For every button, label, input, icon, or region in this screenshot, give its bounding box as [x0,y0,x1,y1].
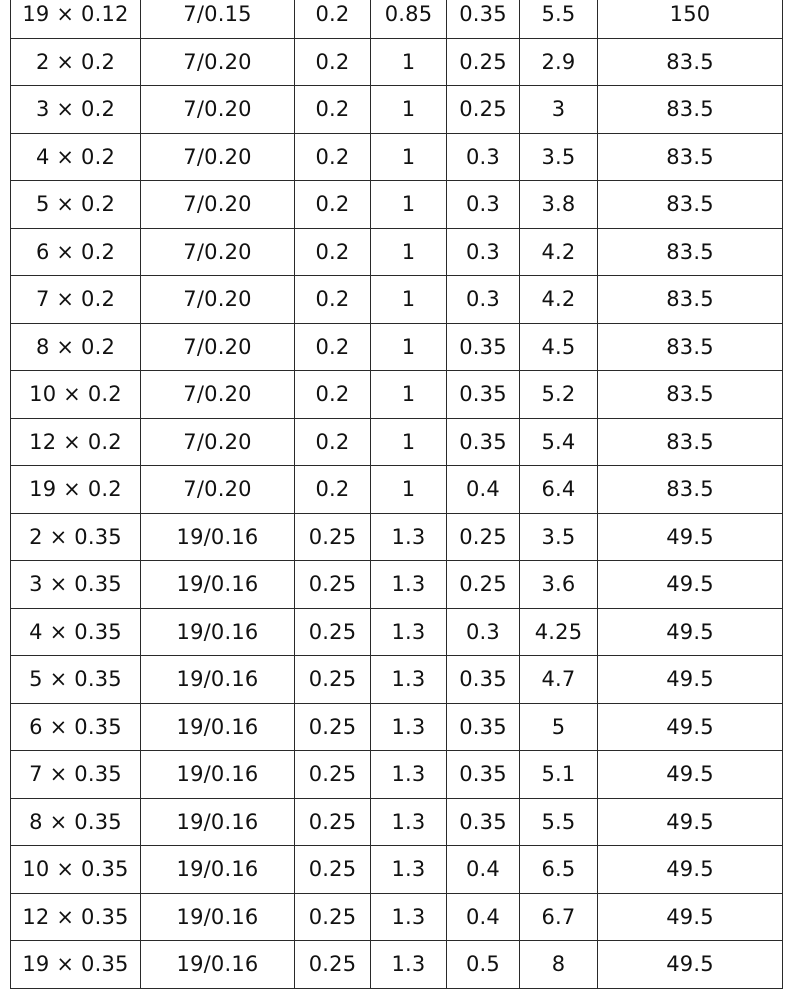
cell-overall-diameter: 4.25 [520,608,598,656]
cell-overall-diameter: 3 [520,86,598,134]
cell-conductor-strand: 7/0.20 [141,276,295,324]
cell-cores-size: 2 × 0.35 [11,513,141,561]
cell-insulated-diameter: 1.3 [371,846,447,894]
cell-sheath-thickness: 0.3 [447,276,520,324]
cable-spec-table [10,0,783,989]
cell-insulated-diameter: 1.3 [371,656,447,704]
cell-conductor-resistance: 49.5 [598,893,783,941]
cell-insulation-thickness: 0.2 [295,133,371,181]
cell-conductor-strand: 19/0.16 [141,656,295,704]
table-row [11,513,783,561]
cell-conductor-strand: 19/0.16 [141,703,295,751]
cell-cores-size: 5 × 0.35 [11,656,141,704]
cell-overall-diameter: 2.9 [520,38,598,86]
cell-conductor-resistance: 83.5 [598,371,783,419]
cell-insulation-thickness: 0.25 [295,751,371,799]
cell-insulated-diameter: 1 [371,228,447,276]
cell-cores-size: 12 × 0.2 [11,418,141,466]
cell-cores-size: 3 × 0.2 [11,86,141,134]
cell-conductor-strand: 19/0.16 [141,751,295,799]
cell-insulation-thickness: 0.25 [295,656,371,704]
cell-insulated-diameter: 1 [371,86,447,134]
cell-overall-diameter: 8 [520,941,598,989]
cell-insulated-diameter: 1.3 [371,513,447,561]
cell-conductor-strand: 7/0.15 [141,0,295,38]
table-row [11,941,783,989]
cell-sheath-thickness: 0.35 [447,751,520,799]
cell-sheath-thickness: 0.35 [447,0,520,38]
table-row [11,608,783,656]
cell-conductor-resistance: 83.5 [598,276,783,324]
cell-cores-size: 4 × 0.2 [11,133,141,181]
cell-overall-diameter: 4.2 [520,228,598,276]
cell-insulation-thickness: 0.2 [295,466,371,514]
cell-conductor-strand: 7/0.20 [141,466,295,514]
cell-insulation-thickness: 0.25 [295,703,371,751]
cell-sheath-thickness: 0.25 [447,513,520,561]
cell-insulated-diameter: 1 [371,133,447,181]
cell-conductor-strand: 19/0.16 [141,941,295,989]
table-row [11,86,783,134]
cell-overall-diameter: 3.5 [520,513,598,561]
cell-insulation-thickness: 0.25 [295,798,371,846]
cell-overall-diameter: 4.5 [520,323,598,371]
cell-insulated-diameter: 1 [371,371,447,419]
cell-insulated-diameter: 1 [371,418,447,466]
cell-insulated-diameter: 1.3 [371,798,447,846]
cell-insulation-thickness: 0.2 [295,86,371,134]
cell-conductor-resistance: 83.5 [598,38,783,86]
cell-cores-size: 6 × 0.35 [11,703,141,751]
cell-conductor-resistance: 83.5 [598,418,783,466]
cell-sheath-thickness: 0.4 [447,893,520,941]
cell-conductor-resistance: 49.5 [598,751,783,799]
table-row [11,228,783,276]
cell-cores-size: 19 × 0.35 [11,941,141,989]
table-row [11,133,783,181]
cell-overall-diameter: 4.2 [520,276,598,324]
cell-insulation-thickness: 0.2 [295,276,371,324]
cell-insulated-diameter: 1 [371,323,447,371]
cell-conductor-strand: 7/0.20 [141,418,295,466]
cell-conductor-resistance: 49.5 [598,941,783,989]
cell-sheath-thickness: 0.35 [447,371,520,419]
cell-conductor-strand: 19/0.16 [141,513,295,561]
table-row [11,181,783,229]
cell-conductor-resistance: 49.5 [598,513,783,561]
cell-overall-diameter: 5.4 [520,418,598,466]
cell-cores-size: 8 × 0.2 [11,323,141,371]
cell-conductor-resistance: 150 [598,0,783,38]
cell-sheath-thickness: 0.35 [447,656,520,704]
cell-conductor-resistance: 83.5 [598,323,783,371]
cell-cores-size: 5 × 0.2 [11,181,141,229]
cell-sheath-thickness: 0.4 [447,846,520,894]
cell-cores-size: 8 × 0.35 [11,798,141,846]
cell-insulated-diameter: 1.3 [371,561,447,609]
table-row [11,893,783,941]
cell-conductor-strand: 7/0.20 [141,86,295,134]
cell-insulation-thickness: 0.2 [295,38,371,86]
table-row [11,276,783,324]
table-row [11,323,783,371]
cell-cores-size: 10 × 0.2 [11,371,141,419]
cell-insulated-diameter: 1.3 [371,751,447,799]
cell-overall-diameter: 4.7 [520,656,598,704]
cell-cores-size: 10 × 0.35 [11,846,141,894]
table-row [11,38,783,86]
cell-insulated-diameter: 1.3 [371,893,447,941]
cell-sheath-thickness: 0.4 [447,466,520,514]
cell-insulated-diameter: 0.85 [371,0,447,38]
table-row [11,0,783,38]
cell-insulation-thickness: 0.25 [295,513,371,561]
cell-conductor-strand: 19/0.16 [141,846,295,894]
cell-insulation-thickness: 0.25 [295,846,371,894]
cell-sheath-thickness: 0.3 [447,608,520,656]
cell-conductor-strand: 7/0.20 [141,181,295,229]
table-row [11,561,783,609]
cell-insulation-thickness: 0.2 [295,181,371,229]
cell-conductor-strand: 7/0.20 [141,371,295,419]
cell-conductor-resistance: 83.5 [598,181,783,229]
cell-sheath-thickness: 0.25 [447,561,520,609]
cell-overall-diameter: 6.5 [520,846,598,894]
cell-overall-diameter: 3.6 [520,561,598,609]
cell-cores-size: 19 × 0.12 [11,0,141,38]
cell-cores-size: 7 × 0.35 [11,751,141,799]
cell-sheath-thickness: 0.25 [447,38,520,86]
cell-conductor-resistance: 49.5 [598,703,783,751]
cell-insulation-thickness: 0.25 [295,608,371,656]
cell-sheath-thickness: 0.3 [447,133,520,181]
cell-sheath-thickness: 0.25 [447,86,520,134]
cell-insulated-diameter: 1 [371,276,447,324]
cell-insulated-diameter: 1 [371,466,447,514]
cell-conductor-strand: 19/0.16 [141,608,295,656]
cell-cores-size: 4 × 0.35 [11,608,141,656]
cell-cores-size: 6 × 0.2 [11,228,141,276]
cell-insulation-thickness: 0.2 [295,323,371,371]
cell-cores-size: 19 × 0.2 [11,466,141,514]
cell-conductor-strand: 19/0.16 [141,893,295,941]
cell-conductor-resistance: 83.5 [598,133,783,181]
cell-insulation-thickness: 0.25 [295,561,371,609]
table-body [11,0,783,988]
cell-conductor-resistance: 49.5 [598,656,783,704]
cell-cores-size: 12 × 0.35 [11,893,141,941]
cell-overall-diameter: 3.8 [520,181,598,229]
cell-insulated-diameter: 1 [371,181,447,229]
cell-conductor-resistance: 49.5 [598,846,783,894]
cell-sheath-thickness: 0.35 [447,703,520,751]
cell-conductor-resistance: 49.5 [598,798,783,846]
cell-overall-diameter: 6.4 [520,466,598,514]
cell-insulation-thickness: 0.2 [295,228,371,276]
cell-insulation-thickness: 0.2 [295,0,371,38]
cell-sheath-thickness: 0.35 [447,323,520,371]
table-row [11,798,783,846]
cell-overall-diameter: 6.7 [520,893,598,941]
cell-conductor-strand: 7/0.20 [141,133,295,181]
table-row [11,751,783,799]
table-row [11,846,783,894]
cell-insulation-thickness: 0.25 [295,893,371,941]
table-row [11,418,783,466]
cell-overall-diameter: 3.5 [520,133,598,181]
cell-insulation-thickness: 0.2 [295,418,371,466]
cell-overall-diameter: 5 [520,703,598,751]
cell-cores-size: 7 × 0.2 [11,276,141,324]
cell-conductor-strand: 7/0.20 [141,228,295,276]
cell-overall-diameter: 5.5 [520,798,598,846]
cell-conductor-strand: 7/0.20 [141,38,295,86]
table-row [11,656,783,704]
cell-insulation-thickness: 0.2 [295,371,371,419]
cell-insulated-diameter: 1.3 [371,941,447,989]
cell-sheath-thickness: 0.3 [447,228,520,276]
cell-conductor-resistance: 83.5 [598,86,783,134]
cell-insulated-diameter: 1.3 [371,608,447,656]
cell-sheath-thickness: 0.35 [447,798,520,846]
table-row [11,466,783,514]
cell-conductor-strand: 19/0.16 [141,798,295,846]
cell-insulated-diameter: 1.3 [371,703,447,751]
cell-sheath-thickness: 0.3 [447,181,520,229]
cell-cores-size: 3 × 0.35 [11,561,141,609]
cell-overall-diameter: 5.5 [520,0,598,38]
cell-sheath-thickness: 0.5 [447,941,520,989]
cell-conductor-resistance: 49.5 [598,608,783,656]
cell-conductor-strand: 19/0.16 [141,561,295,609]
cell-conductor-resistance: 83.5 [598,466,783,514]
cell-overall-diameter: 5.1 [520,751,598,799]
table-row [11,371,783,419]
table-row [11,703,783,751]
cell-overall-diameter: 5.2 [520,371,598,419]
cell-sheath-thickness: 0.35 [447,418,520,466]
cell-conductor-resistance: 49.5 [598,561,783,609]
cell-insulated-diameter: 1 [371,38,447,86]
cell-conductor-strand: 7/0.20 [141,323,295,371]
cell-cores-size: 2 × 0.2 [11,38,141,86]
cell-conductor-resistance: 83.5 [598,228,783,276]
cell-insulation-thickness: 0.25 [295,941,371,989]
